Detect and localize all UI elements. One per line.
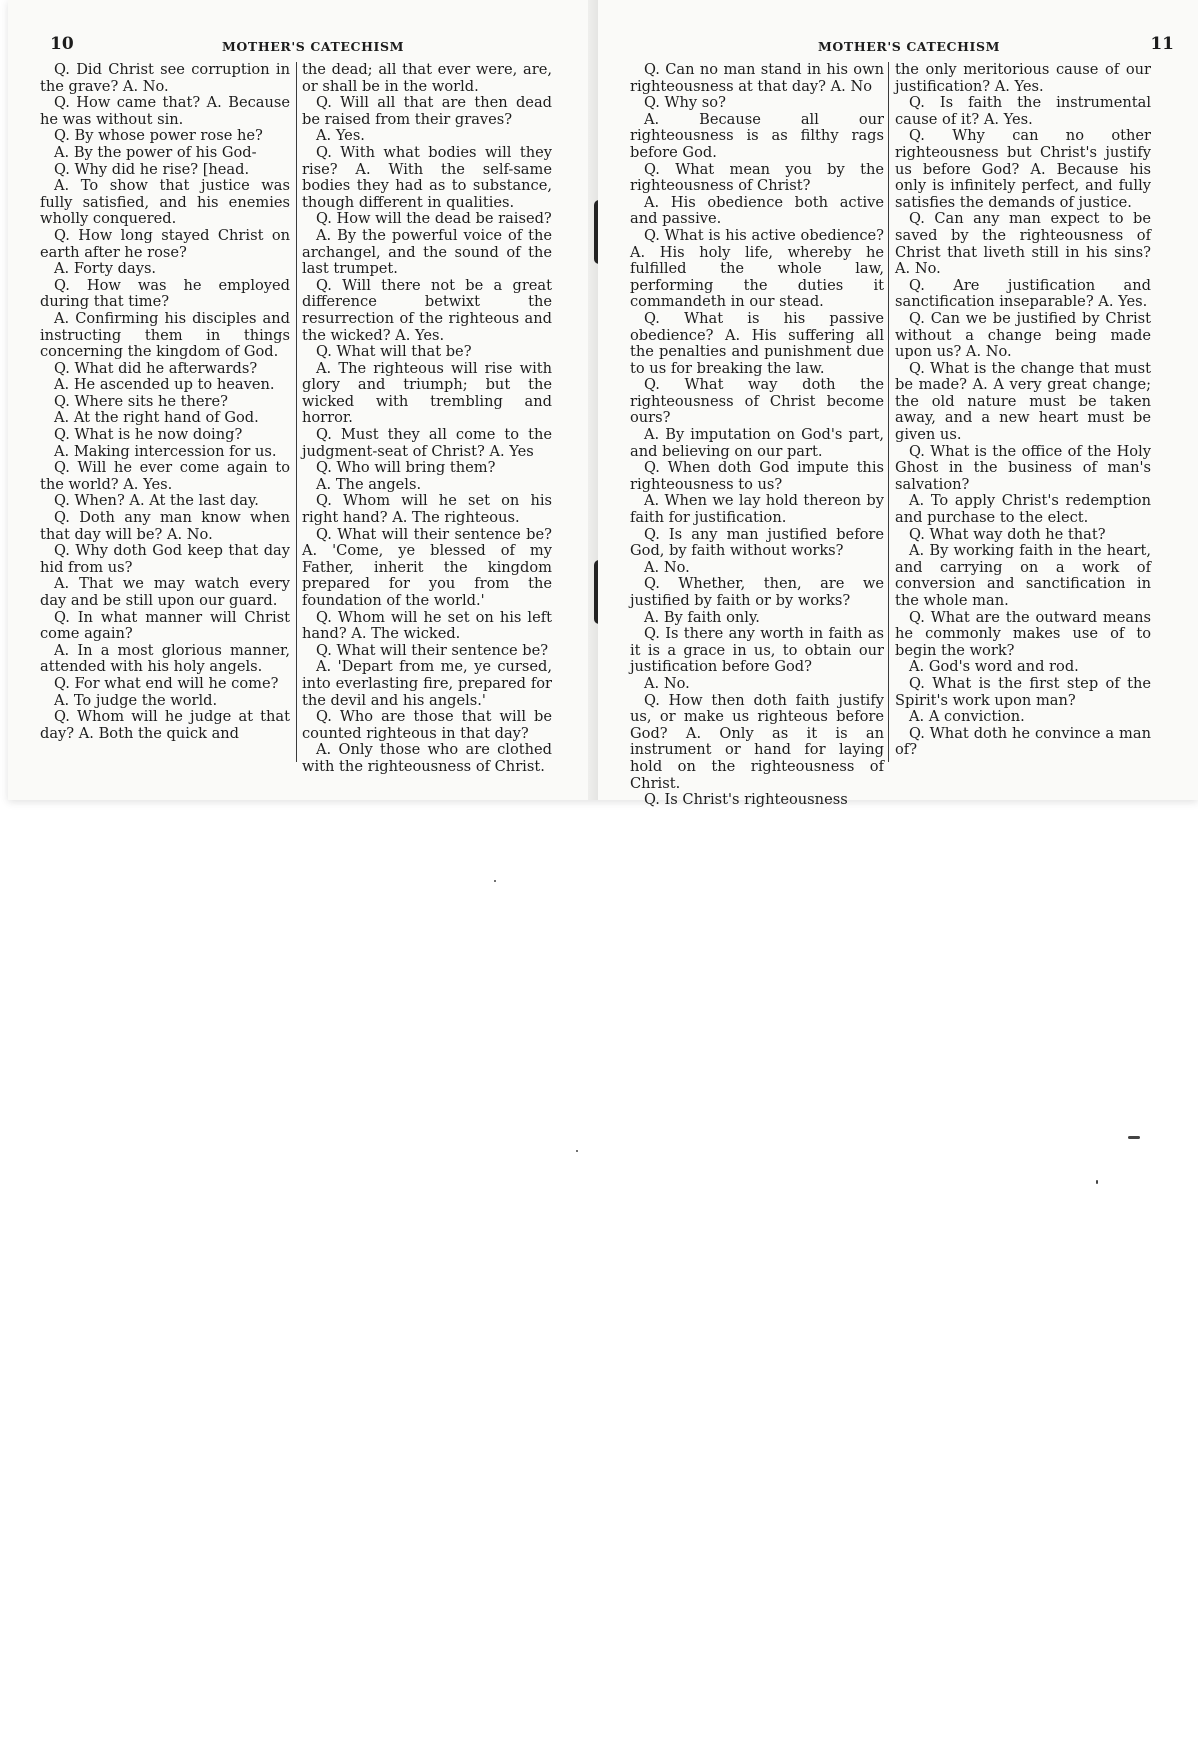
catechism-paragraph: Q. Whom will he set on his left hand? A. The wicked. (302, 608, 552, 643)
scan-speck (494, 880, 496, 882)
left-page-number: 10 (50, 34, 74, 54)
scan-speck (1096, 1180, 1098, 1184)
catechism-paragraph: the dead; all that ever were, are, or shall be in the world. (302, 61, 552, 95)
catechism-paragraph: Q. Who will bring them? (316, 459, 496, 477)
catechism-paragraph: Q. Doth any man know when that day will be? A. No. (40, 509, 290, 543)
left-column-2 (302, 62, 552, 776)
catechism-paragraph: Q. How then doth faith justify us, or make us righteous before God? A. Only as it is an instrument or hand for laying hold on the righteousness of Christ. (630, 691, 884, 792)
catechism-paragraph: Q. By whose power rose he? (54, 127, 263, 145)
catechism-paragraph: A. By working faith in the heart, and carrying on a work of conversion and sanctification in the whole man. (895, 542, 1151, 609)
left-column-1 (40, 62, 290, 742)
catechism-paragraph: Q. Who are those that will be counted righteous in that day? (302, 708, 552, 742)
catechism-paragraph: Q. What will their sentence be? (316, 641, 549, 659)
catechism-paragraph: Q. Are justification and sanctification inseparable? A. Yes. (895, 276, 1151, 311)
right-page (598, 0, 1198, 809)
catechism-paragraph: A. By the powerful voice of the archangel, and the sound of the last trumpet. (302, 226, 552, 278)
catechism-paragraph: A. No. (644, 674, 690, 692)
catechism-paragraph: Q. With what bodies will they rise? A. With the self-same bodies they had as to substance, though different in qualities. (302, 143, 552, 211)
catechism-paragraph: A. Yes. (316, 127, 365, 145)
catechism-paragraph: Q. Will all that are then dead be raised from their graves? (302, 94, 552, 128)
catechism-paragraph: Q. What doth he convince a man of? (895, 724, 1151, 759)
catechism-paragraph: Q. Whether, then, are we justified by faith or by works? (630, 575, 884, 609)
catechism-paragraph: A. By the power of his God- (54, 143, 257, 161)
left-running-head: MOTHER'S CATECHISM (222, 39, 405, 54)
catechism-paragraph: Q. In what manner will Christ come again? (40, 608, 290, 643)
catechism-paragraph: A. By faith only. (644, 608, 760, 626)
right-page-number: 11 (1150, 34, 1174, 54)
catechism-paragraph: Q. Can any man expect to be saved by the righteousness of Christ that liveth still in his sins? A. No. (895, 210, 1151, 278)
catechism-paragraph: Q. Is any man justified before God, by faith without works? (630, 525, 884, 560)
catechism-paragraph: Q. Why did he rise? [head. (54, 160, 250, 178)
catechism-paragraph: Q. When? A. At the last day. (54, 492, 259, 510)
catechism-paragraph: A. To judge the world. (54, 691, 218, 709)
catechism-paragraph: A. Forty days. (54, 260, 157, 278)
catechism-paragraph: A. To show that justice was fully satisfied, and his enemies wholly conquered. (40, 177, 290, 228)
catechism-paragraph: Q. Whom will he set on his right hand? A. The righteous. (302, 492, 552, 527)
catechism-paragraph: Q. What is he now doing? (54, 426, 243, 444)
catechism-paragraph: Q. For what end will he come? (54, 674, 279, 692)
catechism-paragraph: Q. What way doth the righteousness of Christ become ours? (630, 376, 884, 427)
catechism-paragraph: Q. What will that be? (316, 343, 472, 361)
catechism-paragraph: Q. Will he ever come again to the world? A. Yes. (40, 459, 290, 493)
right-column-1 (630, 62, 884, 809)
catechism-paragraph: A. That we may watch every day and be still upon our guard. (40, 575, 290, 609)
catechism-paragraph: Q. What are the outward means he commonly makes use of to begin the work? (895, 608, 1151, 659)
catechism-paragraph: Q. What is his passive obedience? A. His suffering all the penalties and punishment due to us for breaking the law. (630, 309, 884, 377)
catechism-paragraph: Q. What will their sentence be? A. 'Come, ye blessed of my Father, inherit the kingdom prepared for you from the foundation of the world.' (302, 525, 552, 609)
catechism-paragraph: Q. What did he afterwards? (54, 359, 258, 377)
right-page-header (618, 34, 1178, 56)
catechism-paragraph: Q. Can no man stand in his own righteousness at that day? A. No (630, 61, 884, 95)
catechism-paragraph: A. At the right hand of God. (54, 409, 259, 427)
catechism-paragraph: Q. What is the office of the Holy Ghost in the business of man's salvation? (895, 442, 1151, 493)
catechism-paragraph: Q. Why doth God keep that day hid from us? (40, 542, 290, 576)
catechism-paragraph: A. In a most glorious manner, attended with his holy angels. (40, 641, 290, 676)
catechism-paragraph: Q. What is his active obedience? A. His holy life, whereby he fulfilled the whole law, performing the duties it commandeth in our stead. (630, 226, 884, 311)
left-page (8, 0, 598, 800)
scan-speck (1128, 1136, 1140, 1139)
catechism-paragraph: Q. Did Christ see corruption in the grave? A. No. (40, 61, 290, 95)
right-column-2 (895, 62, 1151, 759)
catechism-paragraph: A. When we lay hold thereon by faith for justification. (630, 492, 884, 527)
left-page-header (42, 34, 582, 56)
catechism-paragraph: A. No. (644, 558, 690, 576)
catechism-paragraph: Q. Can we be justified by Christ without a change being made upon us? A. No. (895, 309, 1151, 361)
catechism-paragraph: A. By imputation on God's part, and believing on our part. (630, 426, 884, 460)
catechism-paragraph: Q. Why can no other righteousness but Christ's justify us before God? A. Because his only is infinitely perfect, and fully satisfies the demands of justice. (895, 127, 1151, 211)
catechism-paragraph: Q. Is faith the instrumental cause of it? A. Yes. (895, 94, 1151, 128)
catechism-paragraph: Q. Will there not be a great difference betwixt the resurrection of the righteous and the wicked? A. Yes. (302, 276, 552, 344)
catechism-paragraph: Q. Is Christ's righteousness (644, 791, 848, 809)
catechism-paragraph: Q. What mean you by the righteousness of Christ? (630, 160, 884, 195)
catechism-paragraph: A. A conviction. (909, 708, 1025, 726)
catechism-paragraph: A. His obedience both active and passive. (630, 193, 884, 228)
catechism-paragraph: A. To apply Christ's redemption and purchase to the elect. (895, 492, 1151, 527)
catechism-paragraph: A. God's word and rod. (909, 658, 1079, 676)
catechism-paragraph: Q. What is the change that must be made? A. A very great change; the old nature must be taken away, and a new heart must be given us. (895, 359, 1151, 444)
column-divider (888, 62, 889, 762)
catechism-paragraph: the only meritorious cause of our justification? A. Yes. (895, 61, 1151, 95)
catechism-paragraph: A. The righteous will rise with glory and triumph; but the wicked with trembling and horror. (302, 359, 552, 427)
column-divider (296, 62, 297, 762)
catechism-paragraph: A. 'Depart from me, ye cursed, into everlasting fire, prepared for the devil and his angels.' (302, 658, 552, 709)
scan-speck (576, 1150, 578, 1152)
catechism-paragraph: A. Confirming his disciples and instructing them in things concerning the kingdom of God. (40, 309, 290, 361)
catechism-paragraph: Q. Where sits he there? (54, 392, 228, 410)
catechism-paragraph: Q. How will the dead be raised? (316, 210, 552, 228)
catechism-paragraph: Q. When doth God impute this righteousness to us? (630, 459, 884, 493)
catechism-paragraph: A. Only those who are clothed with the righteousness of Christ. (302, 741, 552, 775)
catechism-paragraph: Q. Why so? (644, 94, 726, 112)
catechism-paragraph: Q. Whom will he judge at that day? A. Both the quick and (40, 708, 290, 742)
catechism-paragraph: A. Because all our righteousness is as filthy rags before God. (630, 110, 884, 161)
catechism-paragraph: A. The angels. (316, 475, 422, 493)
catechism-paragraph: A. He ascended up to heaven. (54, 376, 275, 394)
catechism-paragraph: Q. How long stayed Christ on earth after he rose? (40, 226, 290, 261)
catechism-paragraph: Q. What is the first step of the Spirit's work upon man? (895, 674, 1151, 709)
catechism-paragraph: Q. How came that? A. Because he was without sin. (40, 94, 290, 128)
catechism-paragraph: Q. What way doth he that? (909, 525, 1106, 543)
catechism-paragraph: A. Making intercession for us. (54, 442, 277, 460)
catechism-paragraph: Q. Is there any worth in faith as it is a grace in us, to obtain our justification before God? (630, 625, 884, 676)
catechism-paragraph: Q. How was he employed during that time? (40, 276, 290, 311)
catechism-paragraph: Q. Must they all come to the judgment-seat of Christ? A. Yes (302, 426, 552, 460)
right-running-head: MOTHER'S CATECHISM (818, 39, 1001, 54)
